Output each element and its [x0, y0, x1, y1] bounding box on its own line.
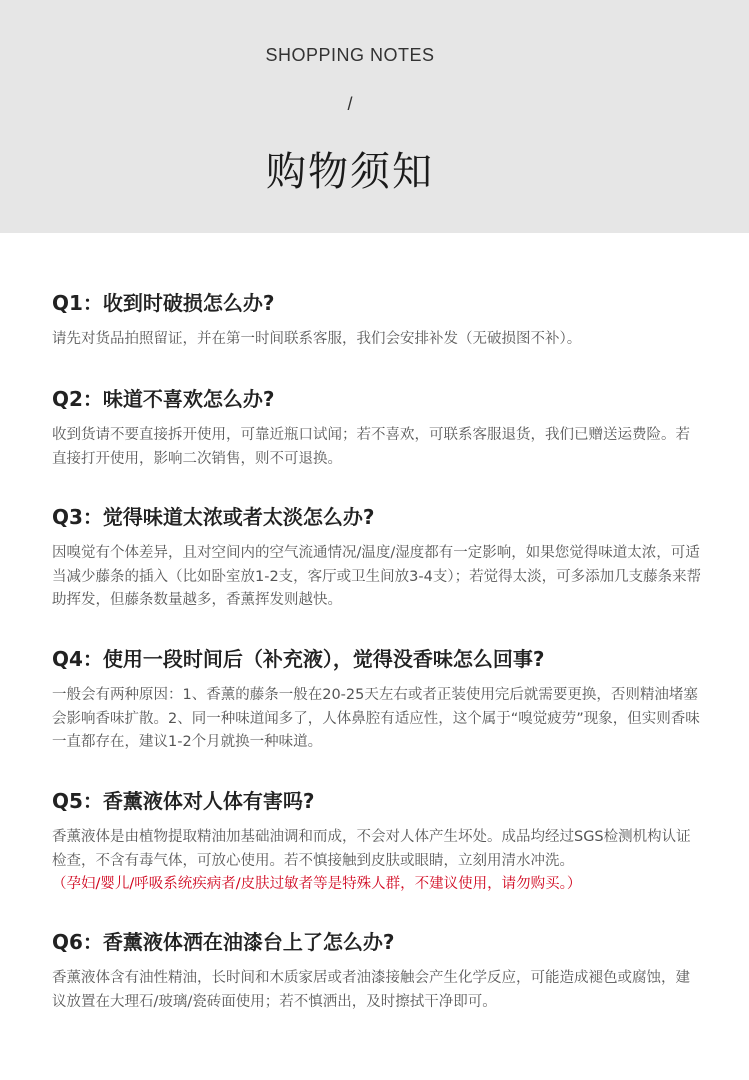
faq-item-q6 [52, 929, 702, 1014]
faq-item-q3 [52, 504, 702, 613]
faq-item-q2 [52, 386, 702, 471]
faq-answer: 收到货请不要直接拆开使用，可靠近瓶口试闻；若不喜欢，可联系客服退货，我们已赠送运费险。若直接打开使用，影响二次销售，则不可退换。 [52, 427, 690, 467]
faq-question: Q2：味道不喜欢怎么办? [52, 387, 275, 411]
faq-answer: 请先对货品拍照留证，并在第一时间联系客服，我们会安排补发（无破损图不补）。 [52, 331, 582, 347]
faq-question: Q5：香薰液体对人体有害吗? [52, 789, 315, 813]
header-banner [0, 0, 749, 233]
faq-question: Q3：觉得味道太浓或者太淡怎么办? [52, 505, 375, 529]
faq-answer: 因嗅觉有个体差异，且对空间内的空气流通情况/温度/湿度都有一定影响，如果您觉得味道太浓，可适当减少藤条的插入（比如卧室放1-2支，客厅或卫生间放3-4支）；若觉得太淡，可多添加几支藤条来帮助挥发，但藤条数量越多，香薰挥发则越快。 [52, 545, 702, 608]
faq-answer: 香薰液体含有油性精油，长时间和木质家居或者油漆接触会产生化学反应，可能造成褪色或腐蚀，建议放置在大理石/玻璃/瓷砖面使用；若不慎洒出，及时擦拭干净即可。 [52, 970, 690, 1010]
header-english-title: SHOPPING NOTES [265, 45, 435, 65]
faq-question: Q6：香薰液体洒在油漆台上了怎么办? [52, 930, 395, 954]
faq-warning-text: （孕妇/婴儿/呼吸系统疾病者/皮肤过敏者等是特殊人群，不建议使用，请勿购买。） [52, 876, 582, 892]
page-title: 购物须知 [266, 149, 434, 195]
faq-item-q5 [52, 788, 702, 897]
faq-question: Q4：使用一段时间后（补充液），觉得没香味怎么回事? [52, 647, 545, 671]
faq-question: Q1：收到时破损怎么办? [52, 291, 275, 315]
faq-answer: 一般会有两种原因：1、香薰的藤条一般在20-25天左右或者正装使用完后就需要更换，否则精油堵塞会影响香味扩散。2、同一种味道闻多了，人体鼻腔有适应性，这个属于“嗅觉疲劳”现象，但实则香味一直都存在，建议1-2个月就换一种味道。 [52, 687, 700, 750]
faq-item-q1 [52, 290, 702, 352]
header-separator: / [347, 94, 353, 114]
faq-answer-text: 香薰液体是由植物提取精油加基础油调和而成，不会对人体产生坏处。成品均经过SGS检测机构认证检查，不含有毒气体，可放心使用。若不慎接触到皮肤或眼睛，立刻用清水冲洗。 [52, 829, 691, 869]
faq-answer [52, 826, 702, 897]
faq-item-q4 [52, 646, 702, 755]
